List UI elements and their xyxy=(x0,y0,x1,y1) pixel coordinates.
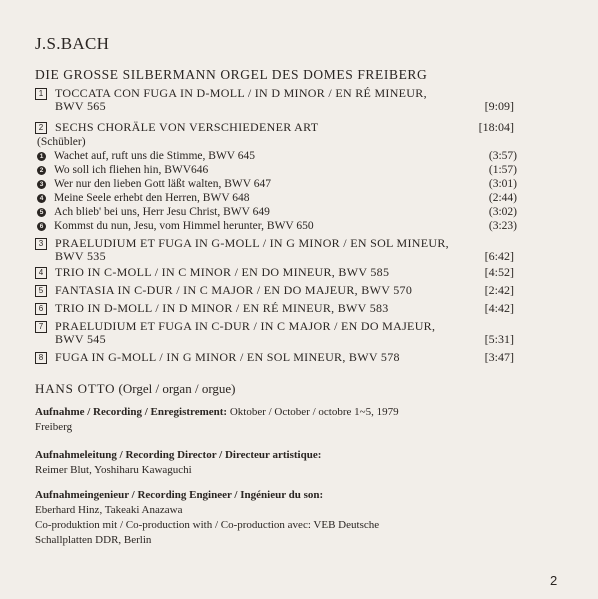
chorale-number: 3 xyxy=(37,180,46,189)
chorale-title: Wachet auf, ruft uns die Stimme, BWV 645 xyxy=(54,150,256,162)
chorale-number: 1 xyxy=(37,152,46,161)
track-duration: [5:31] xyxy=(484,332,514,346)
track-title-line1: TRIO IN D-MOLL / IN D MINOR / EN RÉ MINEUR, BWV 583 xyxy=(55,301,389,315)
track-duration: [18:04] xyxy=(478,120,514,134)
director-credit xyxy=(35,448,321,478)
chorale-title: Wo soll ich fliehen hin, BWV646 xyxy=(54,164,209,176)
track-duration: [6:42] xyxy=(484,249,514,263)
track-number: 1 xyxy=(35,88,47,100)
track-title xyxy=(55,351,510,364)
recording-label: Aufnahme / Recording / Enregistrement: xyxy=(35,406,228,418)
track-duration: [9:09] xyxy=(484,99,514,113)
chorale-duration: (3:57) xyxy=(488,150,517,162)
chorale-duration: (3:23) xyxy=(488,220,517,232)
track-title xyxy=(55,284,510,297)
page-number: 2 xyxy=(550,573,558,588)
chorale-title: Ach blieb' bei uns, Herr Jesu Christ, BWV 649 xyxy=(54,206,270,218)
track-title-line1: PRAELUDIUM ET FUGA IN G-MOLL / IN G MINOR / EN SOL MINEUR, xyxy=(55,236,449,250)
track-duration: [4:42] xyxy=(484,301,514,315)
track-title xyxy=(55,320,510,346)
track-title-line2: BWV 565 xyxy=(55,99,106,113)
track-number: 8 xyxy=(35,352,47,364)
track-title xyxy=(55,237,510,263)
coproduction-line2: Schallplatten DDR, Berlin xyxy=(35,534,152,546)
track-title-line2: BWV 545 xyxy=(55,332,106,346)
chorale-item xyxy=(37,192,517,206)
chorale-duration: (3:01) xyxy=(488,178,517,190)
track-number: 6 xyxy=(35,303,47,315)
track-number: 5 xyxy=(35,285,47,297)
performer-role: (Orgel / organ / orgue) xyxy=(118,381,236,396)
track-duration: [4:52] xyxy=(484,265,514,279)
engineer-label: Aufnahmeingenieur / Recording Engineer / Ingénieur du son: xyxy=(35,489,324,501)
chorale-duration: (1:57) xyxy=(488,164,517,176)
track-title-line1: FUGA IN G-MOLL / IN G MINOR / EN SOL MINEUR, BWV 578 xyxy=(55,350,400,364)
chorale-duration: (2:44) xyxy=(488,192,517,204)
track-duration: [3:47] xyxy=(484,350,514,364)
coproduction-line1: Co-produktion mit / Co-production with / Co-production avec: VEB Deutsche xyxy=(35,519,380,531)
chorale-number: 6 xyxy=(37,222,46,231)
track-title-line1: PRAELUDIUM ET FUGA IN C-DUR / IN C MAJOR / EN DO MAJEUR, xyxy=(55,319,436,333)
chorale-number: 5 xyxy=(37,208,46,217)
chorale-item xyxy=(37,164,517,178)
chorale-title: Wer nur den lieben Gott läßt walten, BWV 647 xyxy=(54,178,271,190)
chorale-item xyxy=(37,220,517,234)
performer-name: HANS OTTO xyxy=(35,381,116,396)
chorale-title: Meine Seele erhebt den Herren, BWV 648 xyxy=(54,192,250,204)
chorale-title: Kommst du nun, Jesu, vom Himmel herunter, BWV 650 xyxy=(54,220,314,232)
recording-place: Freiberg xyxy=(35,421,73,433)
track-number: 2 xyxy=(35,122,47,134)
engineer-credit xyxy=(35,488,379,548)
track-number: 7 xyxy=(35,321,47,333)
chorale-duration: (3:02) xyxy=(488,206,517,218)
chorales-note: (Schübler) xyxy=(37,136,86,148)
track-title-line1: SECHS CHORÄLE VON VERSCHIEDENER ART xyxy=(55,120,319,134)
performer xyxy=(35,381,236,397)
track-title xyxy=(55,121,510,134)
chorale-number: 4 xyxy=(37,194,46,203)
track-title xyxy=(55,87,510,113)
chorale-number: 2 xyxy=(37,166,46,175)
track-number: 4 xyxy=(35,267,47,279)
album-title: DIE GROSSE SILBERMANN ORGEL DES DOMES FREIBERG xyxy=(35,67,428,82)
recording-date: Oktober / October / octobre 1~5, 1979 xyxy=(229,406,399,418)
track-title-line1: TOCCATA CON FUGA IN D-MOLL / IN D MINOR / EN RÉ MINEUR, xyxy=(55,86,427,100)
track-title xyxy=(55,266,510,279)
track-number: 3 xyxy=(35,238,47,250)
track-title-line2: BWV 535 xyxy=(55,249,106,263)
chorale-item xyxy=(37,206,517,220)
composer-name: J.S.BACH xyxy=(35,34,110,53)
track-title xyxy=(55,302,510,315)
director-label: Aufnahmeleitung / Recording Director / Directeur artistique: xyxy=(35,449,322,461)
chorale-item xyxy=(37,150,517,164)
track-title-line1: FANTASIA IN C-DUR / IN C MAJOR / EN DO MAJEUR, BWV 570 xyxy=(55,283,413,297)
track-title-line1: TRIO IN C-MOLL / IN C MINOR / EN DO MINEUR, BWV 585 xyxy=(55,265,390,279)
track-duration: [2:42] xyxy=(484,283,514,297)
recording-credit xyxy=(35,405,555,435)
director-names: Reimer Blut, Yoshiharu Kawaguchi xyxy=(35,464,192,476)
chorale-item xyxy=(37,178,517,192)
engineer-names: Eberhard Hinz, Takeaki Anazawa xyxy=(35,504,183,516)
